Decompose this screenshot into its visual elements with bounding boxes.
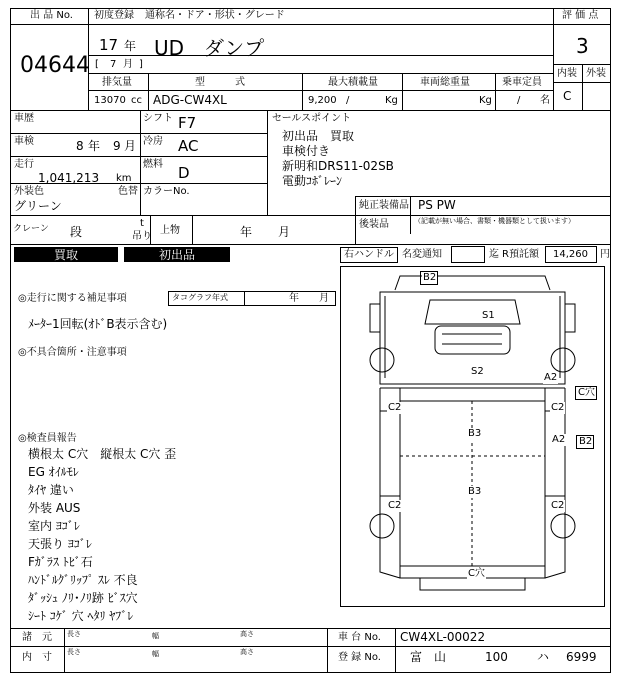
- capacity-label: 乗車定員: [502, 77, 542, 88]
- model-code-value: ADG-CW4XL: [153, 93, 227, 107]
- max-load-unit: Kg: [385, 95, 398, 106]
- purchase-tag: 買取: [14, 247, 118, 262]
- mileage-label: 走行: [14, 159, 34, 170]
- mark-c-hole-right: C穴: [578, 387, 595, 398]
- sales-point: 車検付き: [282, 144, 331, 158]
- registration-no-label: 登 録 No.: [338, 652, 381, 663]
- genuine-equipment-value: PS PW: [418, 198, 456, 212]
- right-hand-drive: 右ハンドル: [344, 249, 394, 260]
- name-change-box: [451, 246, 485, 263]
- fuel-label: 燃料: [143, 159, 163, 170]
- body-label: 上物: [160, 225, 180, 236]
- deadline-label: 迄: [489, 249, 499, 260]
- inspector-note: ﾊﾝﾄﾞﾙｸﾞﾘｯﾌﾟ ｽﾚ 不良: [28, 573, 138, 587]
- inspector-report-label: ◎検査員報告: [18, 433, 77, 444]
- overall-rating: 3: [576, 34, 589, 58]
- mark-a2-right: A2: [544, 372, 558, 383]
- mark-a2-mid: A2: [552, 434, 566, 445]
- chassis-no-value: CW4XL-00022: [400, 630, 486, 644]
- mark-s1: S1: [482, 310, 495, 321]
- inspector-note: ﾀﾞｯｼｭ ﾉﾘ･ﾉﾘ跡 ﾋﾞｽ穴: [28, 591, 138, 605]
- lot-number: 04644: [20, 53, 90, 78]
- mark-b3-upper: B3: [468, 428, 482, 439]
- recycle-tax-label: R預託額: [502, 249, 539, 260]
- gross-weight-label: 車両総重量: [420, 77, 470, 88]
- mark-s2: S2: [471, 366, 484, 377]
- model-code-label: 型 式: [195, 77, 245, 88]
- displacement-value: 13070: [94, 95, 126, 106]
- gross-weight-unit: Kg: [479, 95, 492, 106]
- inspector-note: ｼｰﾄ ｺｹﾞ 穴 ﾍﾀﾘ ﾔﾌﾞﾚ: [28, 609, 134, 623]
- crane-lift-unit: 吊り: [132, 231, 152, 242]
- history-label: 車歴: [14, 113, 34, 124]
- mark-c2-right-lower: C2: [551, 500, 565, 511]
- ac-label: 冷房: [143, 136, 163, 147]
- mark-b2-top: B2: [423, 272, 437, 283]
- color-value: グリーン: [14, 199, 62, 213]
- inspector-note: 外装 AUS: [28, 501, 81, 515]
- interior-dims-label: 内 寸: [22, 652, 52, 663]
- max-load-label: 最大積載量: [328, 77, 378, 88]
- registration-number: 6999: [566, 650, 597, 664]
- displacement-unit: cc: [131, 95, 142, 106]
- registration-class: 100: [485, 650, 508, 664]
- shift-value: F7: [178, 114, 197, 132]
- color-label: 外装色: [14, 186, 44, 197]
- color-change-label: 色替: [118, 186, 138, 197]
- mark-c-hole-bottom: C穴: [468, 568, 485, 579]
- aftermarket-note: （記載が無い場合、書類・機器類として扱います）: [414, 217, 575, 225]
- crane-stage-unit: 段: [70, 225, 83, 239]
- inspector-note: ﾀｲﾔ 違い: [28, 483, 74, 497]
- first-registration-label: 初度登録: [94, 10, 134, 21]
- mark-b2-right: B2: [579, 436, 593, 447]
- displacement-label: 排気量: [102, 77, 132, 88]
- lot-label: 出 品 No.: [30, 10, 73, 21]
- color-no-label: カラーNo.: [143, 186, 190, 197]
- genuine-equipment-label: 純正装備品: [359, 200, 409, 211]
- first-reg-month: 7: [110, 59, 117, 70]
- shift-label: シフト: [143, 113, 173, 124]
- mileage-value: 1,041,213: [38, 171, 100, 185]
- driving-note: ﾒｰﾀｰ1回転(ｵﾄﾞB表示含む): [28, 317, 168, 331]
- mark-c2-left-upper: C2: [388, 402, 402, 413]
- month-unit: 月: [123, 59, 133, 70]
- recycle-tax-value: 14,260: [553, 249, 588, 260]
- inspection-label: 車検: [14, 136, 34, 147]
- chassis-no-label: 車 台 No.: [338, 632, 381, 643]
- model-name: UD ダンプ: [154, 36, 265, 60]
- recycle-tax-unit: 円: [600, 249, 610, 260]
- mark-c2-left-lower: C2: [388, 500, 402, 511]
- model-desc-label: 通称名・ドア・形状・グレード: [145, 10, 285, 21]
- driving-notes-label: ◎走行に関する補足事項: [18, 293, 127, 304]
- first-listing-tag: 初出品: [124, 247, 230, 262]
- name-change-label: 名変通知: [402, 249, 442, 260]
- inspector-note: EG ｵｲﾙﾓﾚ: [28, 465, 79, 479]
- inspection-year: 8: [76, 139, 84, 153]
- sales-point: 新明和DRS11-02SB: [282, 159, 394, 173]
- inspection-month: 9: [113, 139, 121, 153]
- first-reg-year: 17: [99, 36, 119, 54]
- inspector-note: 室内 ﾖｺﾞﾚ: [28, 519, 80, 533]
- tachograph-label: タコグラフ年式: [172, 293, 228, 302]
- max-load-value: 9,200: [308, 95, 337, 106]
- inspector-note: 天張り ﾖｺﾞﾚ: [28, 537, 92, 551]
- aftermarket-label: 後装品: [359, 219, 389, 230]
- inspector-note: 横根太 C穴 縦根太 C穴 歪: [28, 447, 177, 461]
- year-unit: 年: [124, 39, 137, 53]
- sales-point: 電動ｺﾎﾞﾚｰﾝ: [282, 174, 343, 188]
- inspector-note: Fｶﾞﾗｽ ﾄﾋﾞ石: [28, 555, 93, 569]
- interior-grade: C: [563, 89, 572, 103]
- sales-point: 初出品 買取: [282, 129, 355, 143]
- registration-kana: ハ: [537, 650, 550, 664]
- registration-area: 富 山: [410, 650, 447, 664]
- mileage-unit: km: [116, 173, 132, 184]
- interior-label: 内装: [557, 68, 577, 79]
- ac-value: AC: [178, 137, 199, 155]
- sales-points-label: セールスポイント: [272, 113, 352, 124]
- rating-label: 評 価 点: [562, 10, 599, 21]
- exterior-label: 外装: [586, 68, 606, 79]
- mark-b3-lower: B3: [468, 486, 482, 497]
- defects-label: ◎不具合箇所・注意事項: [18, 347, 127, 358]
- capacity-unit: 名: [540, 95, 550, 106]
- crane-label: クレーン: [13, 224, 49, 234]
- fuel-value: D: [178, 164, 190, 182]
- dims-label: 諸 元: [22, 632, 52, 643]
- mark-c2-right-upper: C2: [551, 402, 565, 413]
